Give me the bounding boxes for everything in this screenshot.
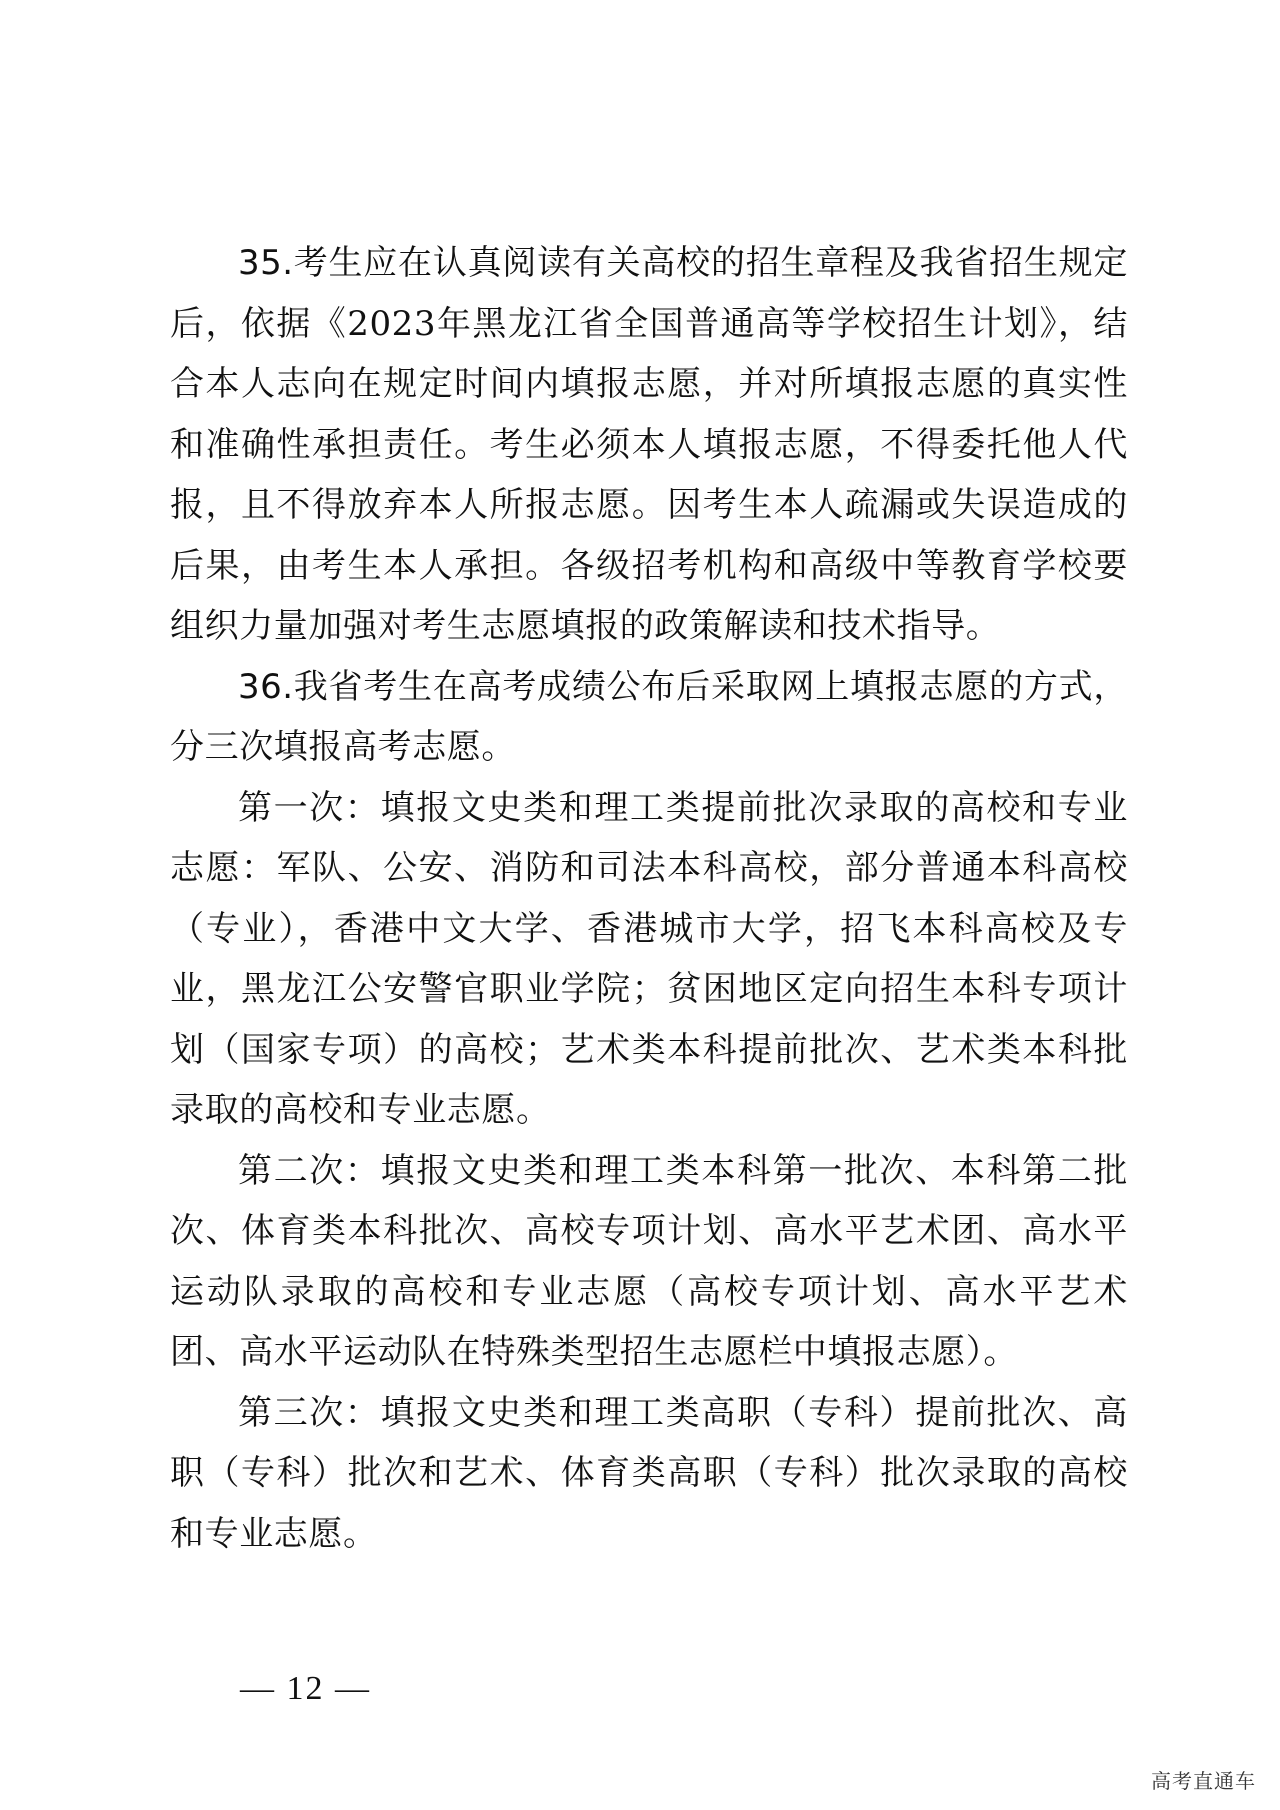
- watermark: 高考直通车: [1151, 1769, 1256, 1793]
- paragraph-number: 36.: [238, 666, 294, 707]
- paragraph-second-round: [170, 1141, 1128, 1383]
- paragraph-text: 第一次：填报文史类和理工类提前批次录取的高校和专业志愿：军队、公安、消防和司法本科高校，部分普通本科高校（专业），香港中文大学、香港城市大学，招飞本科高校及专业，黑龙江公安警官职业学院；贫困地区定向招生本科专项计划（国家专项）的高校；艺术类本科提前批次、艺术类本科批录取的高校和专业志愿。: [170, 787, 1128, 1130]
- document-body: [170, 233, 1128, 1564]
- paragraph-text: 第二次：填报文史类和理工类本科第一批次、本科第二批次、体育类本科批次、高校专项计划、高水平艺术团、高水平运动队录取的高校和专业志愿（高校专项计划、高水平艺术团、高水平运动队在特殊类型招生志愿栏中填报志愿）。: [170, 1150, 1128, 1372]
- paragraph-text: 考生应在认真阅读有关高校的招生章程及我省招生规定后，依据《2023年黑龙江省全国普通高等学校招生计划》，结合本人志向在规定时间内填报志愿，并对所填报志愿的真实性和准确性承担责任。考生必须本人填报志愿，不得委托他人代报，且不得放弃本人所报志愿。因考生本人疏漏或失误造成的后果，由考生本人承担。各级招考机构和高级中等教育学校要组织力量加强对考生志愿填报的政策解读和技术指导。: [170, 243, 1128, 646]
- page-number: — 12 —: [240, 1670, 371, 1707]
- paragraph-number: 35.: [238, 243, 294, 283]
- paragraph-36: [170, 657, 1128, 778]
- paragraph-35: [170, 233, 1128, 657]
- paragraph-first-round: [170, 778, 1128, 1141]
- paragraph-text: 第三次：填报文史类和理工类高职（专科）提前批次、高职（专科）批次和艺术、体育类高职（专科）批次录取的高校和专业志愿。: [170, 1392, 1128, 1554]
- paragraph-third-round: [170, 1383, 1128, 1565]
- paragraph-text: 我省考生在高考成绩公布后采取网上填报志愿的方式，分三次填报高考志愿。: [170, 666, 1128, 767]
